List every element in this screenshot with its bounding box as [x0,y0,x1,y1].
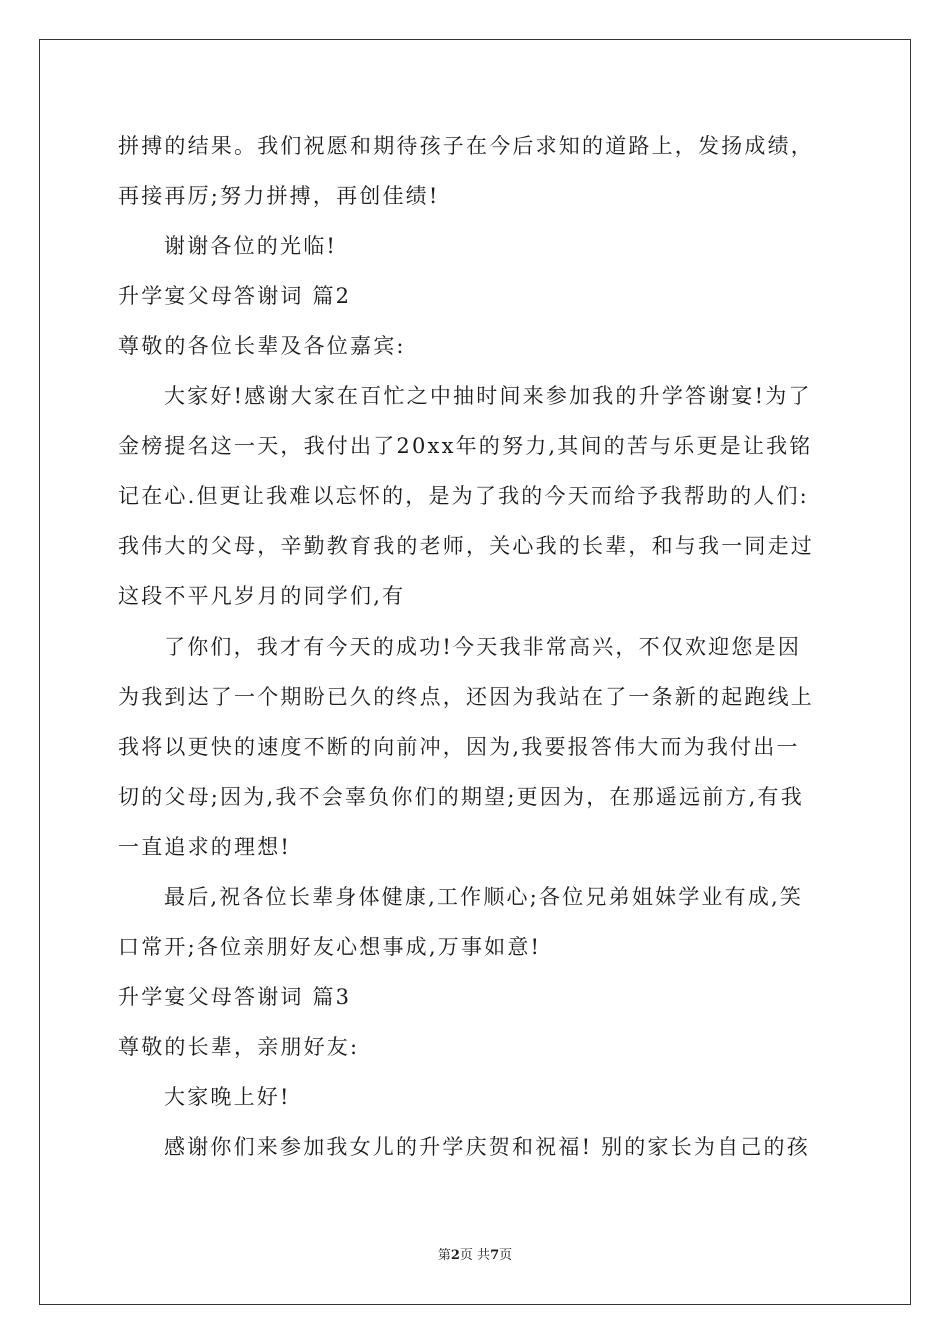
text-line: 为我到达了一个期盼已久的终点，还因为我站在了一条新的起跑线上 [118,685,814,709]
page-footer [0,1247,950,1265]
footer-prefix: 第 [437,1248,451,1263]
text-line: 口常开;各位亲朋好友心想事成,万事如意! [118,935,542,959]
text-line: 记在心.但更让我难以忘怀的，是为了我的今天而给予我帮助的人们: [118,484,809,508]
salutation: 尊敬的长辈，亲朋好友: [118,1035,360,1059]
text-line: 了你们，我才有今天的成功!今天我非常高兴，不仅欢迎您是因 [164,635,802,659]
text-line: 感谢你们来参加我女儿的升学庆贺和祝福! 别的家长为自己的孩 [164,1135,810,1159]
footer-suffix: 页 [499,1248,513,1263]
salutation: 尊敬的各位长辈及各位嘉宾: [118,334,406,358]
current-page-number: 2 [450,1248,460,1263]
total-page-number: 7 [490,1248,500,1263]
text-line: 谢谢各位的光临! [164,234,338,258]
text-line: 再接再厉;努力拼搏，再创佳绩! [118,184,440,208]
text-line: 金榜提名这一天，我付出了20xx年的努力,其间的苦与乐更是让我铭 [118,434,813,458]
footer-mid: 页 共 [459,1248,491,1263]
section-heading: 升学宴父母答谢词 篇2 [118,284,352,308]
page-border [39,39,911,1305]
text-line: 大家好!感谢大家在百忙之中抽时间来参加我的升学答谢宴!为了 [164,384,812,408]
text-line: 我将以更快的速度不断的向前冲，因为,我要报答伟大而为我付出一 [118,735,800,759]
text-line: 大家晚上好! [164,1085,291,1109]
text-line: 最后,祝各位长辈身体健康,工作顺心;各位兄弟姐妹学业有成,笑 [164,885,804,909]
text-line: 这段不平凡岁月的同学们,有 [118,584,406,608]
text-line: 拼搏的结果。我们祝愿和期待孩子在今后求知的道路上，发扬成绩， [118,134,814,158]
text-line: 切的父母;因为,我不会辜负你们的期望;更因为，在那遥远前方,有我 [118,785,804,809]
text-line: 我伟大的父母，辛勤教育我的老师，关心我的长辈，和与我一同走过 [118,534,814,558]
section-heading: 升学宴父母答谢词 篇3 [118,985,352,1009]
text-line: 一直追求的理想! [118,835,292,859]
